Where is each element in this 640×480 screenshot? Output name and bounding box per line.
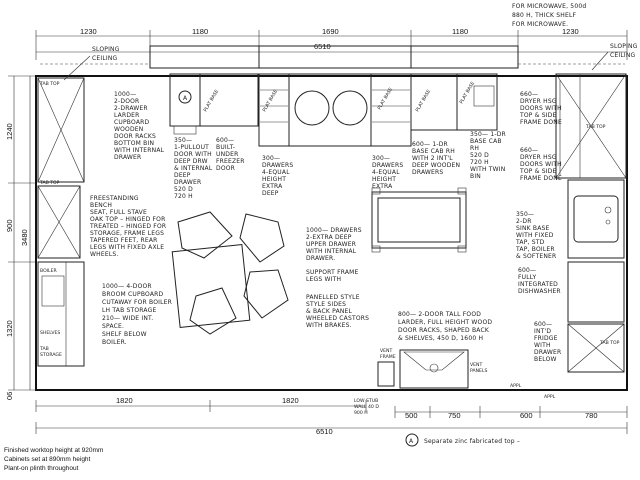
note-line: FREEZER — [216, 158, 245, 165]
note-line: 350— 1-DR — [470, 131, 506, 138]
note-line: BASE CAB RH — [412, 148, 455, 155]
note-line: BIN — [470, 173, 481, 180]
note-line: 720 H — [174, 193, 193, 200]
note-sink — [515, 211, 556, 260]
note-line: 300— — [262, 155, 281, 162]
note-larder-tall — [398, 311, 492, 342]
appl-label: APPL — [544, 395, 556, 400]
dim-bottom-total: 6510 — [316, 427, 333, 436]
stub-line: 900 H — [354, 411, 368, 416]
note-line: 600— — [518, 267, 537, 274]
note-line: FREESTANDING — [90, 195, 139, 202]
note-drawers-300b — [372, 155, 403, 190]
appl-label: APPL — [510, 384, 522, 389]
note-line: 4-EQUAL — [372, 169, 400, 176]
note-base-cab-350 — [470, 131, 506, 180]
vent-frame-label: FRAME — [380, 355, 396, 360]
note-line: & SHELVES, 450 D, 1600 H — [398, 335, 484, 342]
note-line: DRYER HSG — [520, 154, 557, 161]
top-note-line: FOR MICROWAVE, 500d — [512, 3, 587, 10]
note-line: EXTRA — [372, 183, 393, 190]
dim-top-2: 1180 — [192, 27, 209, 36]
note-line: DISHWASHER — [518, 288, 561, 295]
note-island — [306, 227, 369, 329]
note-line: DRAWER — [114, 154, 142, 161]
note-line: 2-DOOR — [114, 98, 140, 105]
note-line: 660— — [520, 91, 539, 98]
dim-bottom-right-2: 750 — [448, 411, 461, 420]
tab-storage-label: STORAGE — [40, 353, 62, 358]
note-line: WHEELS. — [90, 251, 119, 258]
note-line: TAP, STD — [516, 239, 545, 246]
dim-left-extra: 06 — [5, 391, 14, 400]
note-line: DOORS WITH — [520, 161, 562, 168]
note-line: 350— — [516, 211, 535, 218]
tab-top-label: TAB TOP — [40, 181, 60, 186]
vent-panels-label: PANELS — [470, 369, 488, 374]
note-line: DOOR RACKS, SHAPED BACK — [398, 327, 490, 334]
note-line: WITH FIXED — [516, 232, 554, 239]
plat-base-label: PLAT BASE — [377, 87, 395, 111]
shelves-label: SHELVES — [40, 331, 61, 336]
footer-notes — [4, 447, 103, 472]
dim-bottom-right-1: 500 — [405, 411, 418, 420]
note-line: BOILER. — [102, 339, 127, 346]
dim-bottom-right-4: 780 — [585, 411, 598, 420]
dim-top-4: 1180 — [452, 27, 469, 36]
note-line: FRAME DONE — [520, 175, 562, 182]
note-line: LARDER — [114, 112, 140, 119]
note-line: RH — [470, 145, 480, 152]
note-line: 520 D — [174, 186, 193, 193]
note-line: INT'D — [534, 328, 552, 335]
plat-base-label: PLAT BASE — [262, 89, 280, 113]
plat-base-label: PLAT BASE — [459, 81, 477, 105]
note-line: DRAWERS — [412, 169, 444, 176]
note-line: WHEELED CASTORS — [306, 315, 370, 322]
note-line: WOODEN — [114, 126, 144, 133]
note-line: CUPBOARD — [114, 119, 150, 126]
note-line: DRAWER — [534, 349, 562, 356]
circle-a-label: A — [183, 95, 188, 102]
note-freezer — [216, 137, 245, 172]
note-line: STORAGE, FRAME LEGS — [90, 230, 165, 237]
note-fridge — [534, 321, 561, 363]
note-drawers-300 — [262, 155, 293, 197]
plat-base-label: PLAT BASE — [415, 89, 433, 113]
note-base-cab-600 — [412, 141, 460, 176]
right-wall-units — [568, 180, 624, 372]
note-line: WITH TWIN — [470, 166, 506, 173]
note-line: 1000— 4-DOOR — [102, 283, 152, 290]
note-dishwasher — [518, 267, 561, 295]
note-line: DRAWERS — [262, 162, 294, 169]
stub-line: WALL 40 D — [354, 405, 379, 410]
note-line: CUTAWAY FOR BOILER — [102, 299, 173, 306]
note-line: LARDER, FULL HEIGHT WOOD — [398, 319, 493, 326]
legend-symbol: A — [409, 438, 414, 445]
note-line: TAPERED FEET, REAR — [90, 237, 158, 244]
dining-table-with-chairs — [172, 212, 288, 334]
legend-text: Separate zinc fabricated top – — [424, 438, 521, 445]
note-line: TOP & SIDE — [520, 168, 557, 175]
note-line: 2-EXTRA DEEP — [306, 234, 352, 241]
note-line: DRAWER — [174, 179, 202, 186]
note-line: WITH INTERNAL — [114, 147, 165, 154]
note-line: 520 D — [470, 152, 489, 159]
label-text: SLOPING — [610, 43, 638, 50]
note-line: LEGS WITH — [306, 276, 342, 283]
tab-top-label: TAB TOP — [40, 82, 60, 87]
note-line: SEAT, FULL STAVE — [90, 209, 147, 216]
dim-left-1: 1240 — [5, 123, 14, 140]
note-line: BENCH — [90, 202, 113, 209]
note-line: EXTRA — [262, 183, 283, 190]
sloping-ceiling-right — [592, 43, 638, 70]
note-line: DRAWERS — [372, 162, 404, 169]
note-line: TOP & SIDE — [520, 112, 557, 119]
note-line: FRAME DONE — [520, 119, 562, 126]
note-line: SHELF BELOW — [102, 331, 147, 338]
tab-top-label: TAB TOP — [586, 125, 606, 130]
dim-top-5: 1230 — [562, 27, 579, 36]
dim-left-3: 1320 — [5, 320, 14, 337]
note-line: 720 H — [470, 159, 489, 166]
note-larder — [114, 91, 165, 161]
note-line: 2-DR — [516, 218, 532, 225]
plat-base-label: PLAT BASE — [203, 89, 221, 113]
note-line: WITH — [534, 342, 551, 349]
note-line: TAP, BOILER — [516, 246, 555, 253]
note-line: FULLY — [518, 274, 537, 281]
note-bench — [89, 195, 166, 258]
note-line: 2-DRAWER — [114, 105, 148, 112]
tab-top-label: TAB TOP — [600, 341, 620, 346]
top-note-line: 880 H, THICK SHELF — [512, 12, 577, 19]
top-note — [512, 3, 586, 28]
note-line: WITH BRAKES. — [306, 322, 352, 329]
note-line: 800— 2-DOOR TALL FOOD — [398, 311, 482, 318]
note-line: SINK BASE — [516, 225, 550, 232]
note-line: SUPPORT FRAME — [306, 269, 359, 276]
note-broom — [102, 283, 172, 346]
note-line: 1-PULLOUT — [174, 144, 210, 151]
note-line: STYLE SIDES — [306, 301, 347, 308]
bottom-tall-larder — [378, 348, 556, 400]
note-line: BUILT- — [216, 144, 236, 151]
note-line: BASE CAB — [470, 138, 502, 145]
footer-line: Finished worktop height at 920mm — [4, 447, 104, 454]
dim-top-total: 6510 — [314, 42, 331, 51]
note-line: PANELLED STYLE — [306, 294, 360, 301]
legend — [406, 434, 520, 446]
top-note-line: FOR MICROWAVE. — [512, 21, 569, 28]
dim-left-2: 900 — [5, 219, 14, 232]
note-freezer-drawer — [174, 137, 213, 200]
note-line: LH TAB STORAGE — [102, 307, 157, 314]
note-line: DRYER HSG — [520, 98, 557, 105]
note-line: & INTERNAL — [174, 165, 213, 172]
footer-line: Cabinets set at 890mm height — [4, 456, 91, 463]
left-wall-units — [38, 180, 84, 366]
note-line: FRIDGE — [534, 335, 558, 342]
footer-line: Plant-on plinth throughout — [4, 465, 79, 472]
note-line: UNDER — [216, 151, 239, 158]
note-line: SPACE. — [102, 323, 125, 330]
note-line: WITH 2 INT'L — [412, 155, 453, 162]
note-line: 600— 1-DR — [412, 141, 448, 148]
note-line: 1000— — [114, 91, 137, 98]
note-line: 300— — [372, 155, 391, 162]
note-line: TREATED – HINGED FOR — [90, 223, 167, 230]
sloping-ceiling-left — [64, 46, 120, 80]
note-line: OAK TOP – HINGED FOR — [90, 216, 166, 223]
note-line: DOOR WITH — [174, 151, 212, 158]
note-line: LEGS WITH FIXED AXLE — [90, 244, 165, 251]
low-stub-wall-note — [354, 398, 379, 416]
note-line: BELOW — [534, 356, 557, 363]
note-line: DOOR RACKS — [114, 133, 156, 140]
note-line: DOORS WITH — [520, 105, 562, 112]
note-line: DEEP WOODEN — [412, 162, 461, 169]
dim-top-1: 1230 — [80, 27, 97, 36]
note-line: WITH INTERNAL — [306, 248, 357, 255]
note-line: HEIGHT — [262, 176, 287, 183]
note-line: 660— — [520, 147, 539, 154]
tab-storage-label: TAB — [40, 347, 49, 352]
kitchen-island — [372, 188, 466, 252]
note-line: & SOFTENER — [516, 253, 557, 260]
label-text: SLOPING — [92, 46, 120, 53]
note-line: BOTTOM BIN — [114, 140, 155, 147]
label-text: CEILING — [92, 55, 118, 62]
dim-bottom-left-2: 1820 — [282, 396, 299, 405]
note-line: INTEGRATED — [518, 281, 559, 288]
note-line: 350— — [174, 137, 193, 144]
note-line: 1000— DRAWERS — [306, 227, 362, 234]
note-line: BROOM CUPBOARD — [102, 291, 164, 298]
vent-panels-label: VENT — [470, 363, 483, 368]
top-dimensions — [36, 27, 627, 60]
boiler-label: BOILER — [40, 269, 57, 274]
vent-frame-label: VENT — [380, 349, 393, 354]
left-dimensions — [5, 76, 36, 400]
dim-bottom-left-1: 1820 — [116, 396, 133, 405]
note-line: 600— — [534, 321, 553, 328]
label-text: CEILING — [610, 52, 636, 59]
note-line: UPPER DRAWER — [306, 241, 357, 248]
stub-line: LOW STUB — [354, 399, 379, 404]
note-line: DEEP DRW — [174, 158, 208, 165]
dim-top-3: 1690 — [322, 27, 339, 36]
dim-bottom-right-3: 600 — [520, 411, 533, 420]
note-line: DRAWER. — [306, 255, 336, 262]
note-line: 210— WIDE INT. — [102, 315, 154, 322]
note-line: HEIGHT — [372, 176, 397, 183]
note-line: 600— — [216, 137, 235, 144]
dim-left-total: 3480 — [20, 229, 29, 246]
note-line: DEEP — [262, 190, 279, 197]
note-line: & BACK PANEL — [306, 308, 353, 315]
note-line: DOOR — [216, 165, 236, 172]
note-line: DEEP — [174, 172, 191, 179]
note-line: 4-EQUAL — [262, 169, 290, 176]
bottom-dimensions — [36, 396, 627, 436]
